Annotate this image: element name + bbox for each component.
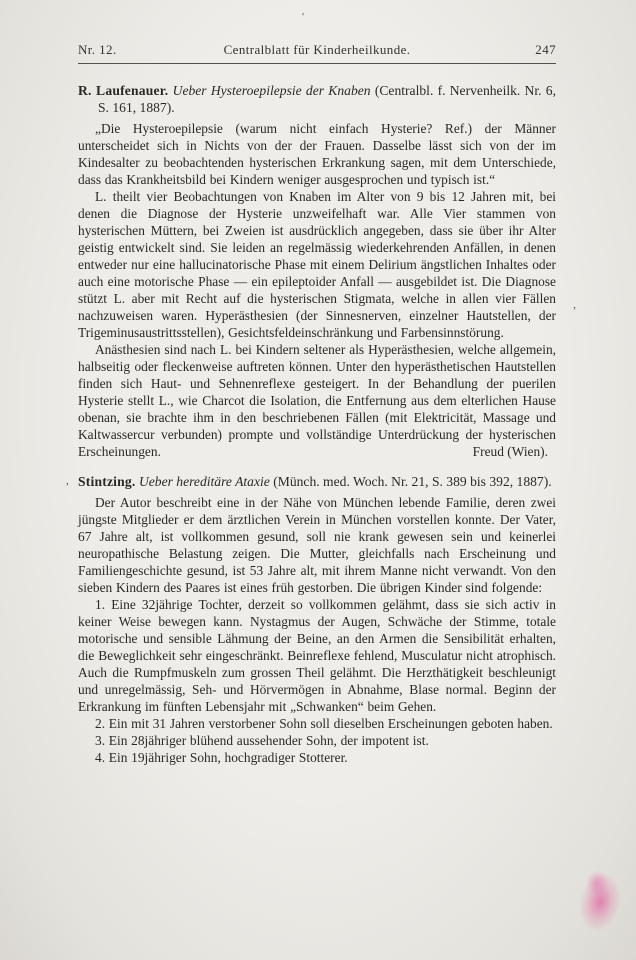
article-stintzing xyxy=(78,473,556,766)
paragraph: L. theilt vier Beobachtungen von Knaben im Alter von 9 bis 12 Jahren mit, bei denen die Diagnose der Hysterie unzweifelhaft war. Alle Vier stammen von hysterischen Müttern, bei Zweien ist ausdrücklich angegeben, dass sie über ihr Alter geistig entwickelt sind. Sie leiden an regelmässig wiederkehrenden Anfällen, in denen entweder nur eine hallucinatorische Phase mit einem Delirium ängstlichen Inhaltes oder auch eine motorische Phase — ein epileptoider Anfall — ausgebildet ist. Die Diagnose stützt L. aber mit Recht auf die hysterischen Stigmata, welche in allen vier Fällen nachzuweisen waren. Hyperästhesien (der Sinnesnerven, einzelner Hautstellen, der Trigeminusaustrittsstellen), Gesichtsfeldeinschränkung und Farbensinnstörung. xyxy=(78,189,556,340)
paragraph: 1. Eine 32jährige Tochter, derzeit so vollkommen gelähmt, dass sie sich activ in keiner Weise bewegen kann. Nystagmus der Augen, Schwäche der Stimme, totale motorische und sensible Lähmung der Beine, an den Armen die Sensibilität erhalten, die Beweglichkeit sehr eingeschränkt. Beinreflexe fehlend, Musculatur nicht atrophisch. Auch die Rumpfmuskeln zum grossen Theil gelähmt. Die Herzthätigkeit beschleunigt und unregelmässig, Seh- und Hörvermögen in Abnahme, Blase normal. Beginn der Erkrankung im fünften Lebensjahr mit „Schwanken“ beim Gehen. xyxy=(78,597,556,714)
paragraph: Der Autor beschreibt eine in der Nähe von München lebende Familie, deren zwei jüngste Mitglieder er dem ärztlichen Verein in München vorstellen konnte. Der Vater, 67 Jahre alt, ist vollkommen gesund, soll nie krank gewesen sein und keinerlei neuropathische Belastung zeigen. Die Mutter, gleichfalls nach Erscheinung und Familiengeschichte gesund, ist 53 Jahre alt, mit ihrem Manne nicht verwandt. Von den sieben Kindern des Paares ist eines früh gestorben. Die übrigen Kinder sind folgende: xyxy=(78,495,556,595)
paragraph: 2. Ein mit 31 Jahren verstorbener Sohn soll dieselben Erscheinungen geboten haben. xyxy=(95,716,553,731)
pink-ink-smudge xyxy=(586,870,608,896)
article-title: Ueber Hysteroepilepsie der Knaben xyxy=(172,83,371,98)
article-author: R. Laufenauer. xyxy=(78,83,169,98)
paragraph: Anästhesien sind nach L. bei Kindern seltener als Hyperästhesien, welche allgemein, halbseitig oder fleckenweise auftreten können. Unter den hyperästhetischen Hautstellen finden sich Haut- und Sehnenreflexe gesteigert. In der Behandlung der puerilen Hysterie stellt L., wie Charcot die Isolation, die Entfernung aus dem elterlichen Hause obenan, sie brachte ihm in den beschriebenen Fällen (mit Elektricität, Massage und Kaltwassercur verbunden) prompte und vollständige Unterdrückung der hysterischen Erscheinungen. xyxy=(78,342,556,459)
journal-title: Centralblatt für Kinderheilkunde. xyxy=(223,42,411,57)
article-laufenauer xyxy=(78,82,556,460)
scan-speck: , xyxy=(66,475,69,487)
scan-speck: ' xyxy=(302,11,304,23)
article-citation: (Münch. med. Woch. Nr. 21, S. 389 bis 392, 1887). xyxy=(273,474,552,489)
article-author: Stintzing. xyxy=(78,474,136,489)
page-number: 247 xyxy=(535,42,556,57)
reviewer-signature: Freud (Wien). xyxy=(472,444,548,459)
article-title: Ueber hereditäre Ataxie xyxy=(138,474,270,489)
issue-number: Nr. 12. xyxy=(78,42,117,57)
article-citation: (Centralbl. f. Nervenheilk. Nr. 6, S. 161, 1887). xyxy=(98,83,556,115)
pink-ink-smudge xyxy=(574,868,626,935)
header-rule xyxy=(78,63,556,64)
scan-speck: , xyxy=(573,299,576,311)
article-heading xyxy=(78,473,556,490)
running-header xyxy=(78,42,556,58)
paragraph: „Die Hysteroepilepsie (warum nicht einfach Hysterie? Ref.) der Männer unterscheidet sich in Nichts von der der Frauen. Dasselbe lässt sich von der im Kindesalter zu beobachtenden hysterischen Erkrankung sagen, mit dem Unterschiede, dass das Krankheitsbild bei Kindern weniger ausgesprochen und typisch ist.“ xyxy=(78,121,556,187)
article-heading xyxy=(78,82,556,116)
paragraph: 3. Ein 28jähriger blühend aussehender Sohn, der impotent ist. xyxy=(95,733,429,748)
paragraph: 4. Ein 19jähriger Sohn, hochgradiger Stotterer. xyxy=(95,750,348,765)
